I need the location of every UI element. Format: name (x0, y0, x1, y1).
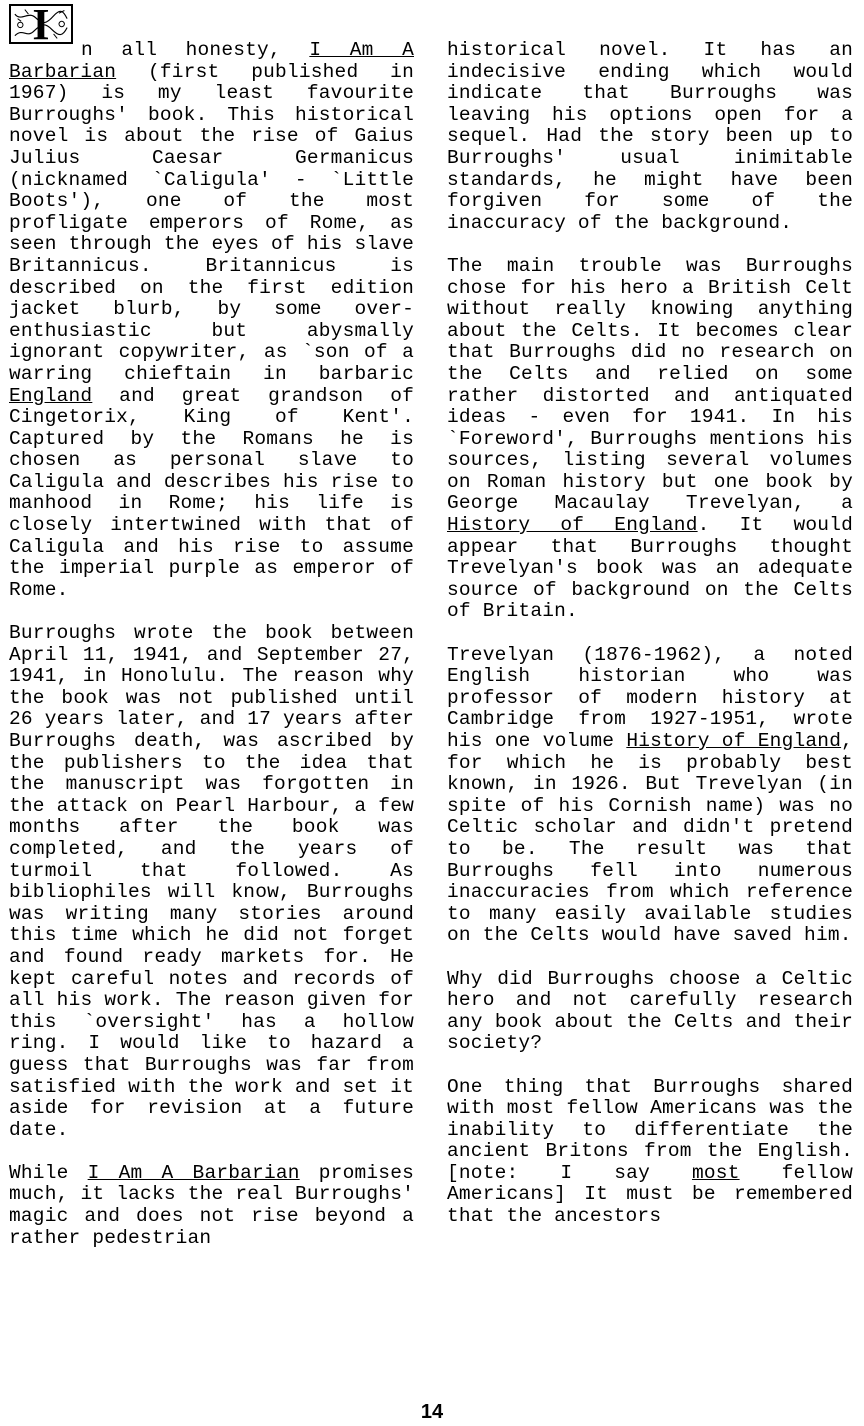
paragraph-intro (9, 0, 414, 601)
promises-text-2: promises much, it lacks the real Burroughs' magic and does not rise beyond a rather pedestrian (9, 1161, 414, 1249)
intro-text-3: and great grandson of Cingetorix, King of Kent'. Captured by the Romans he is chosen as personal slave to Caligula and describes his rise to manhood in Rome; his life is closely intertwined with that of Caligula and his rise to assume the imperial purple as emperor of Rome. (9, 384, 414, 601)
trevelyan-text-1: Trevelyan (1876-1962), a noted English historian who was professor of modern history at Cambridge from 1927-1951, wrote his one volume (447, 643, 853, 752)
drop-cap (9, 0, 73, 49)
trouble-text-2: . It would appear that Burroughs thought Trevelyan's book was an adequate source of background on the Celts of Britain. (447, 514, 853, 623)
americans-text-1: One thing that Burroughs shared with most fellow Americans was the inability to differentiate the ancient Britons from the English. [note: I say (447, 1075, 853, 1184)
intro-text-1: n all honesty, (81, 39, 310, 61)
paragraph-publication: Burroughs wrote the book between April 11, 1941, and September 27, 1941, in Honolulu. The reason why the book was not published until 26 years later, and 17 years after Burroughs death, was ascribed by the publishers to the idea that the manuscript was forgotten in the attack on Pearl Harbour, a few months after the book was completed, and the years of turmoil that followed. As bibliophiles will know, Burroughs was writing many stories around this time which he did not forget and found ready markets for. He kept careful notes and records of all his work. The reason given for this `oversight' has a hollow ring. I would like to hazard a guess that Burroughs was far from satisfied with the work and set it aside for revision at a future date. (9, 622, 414, 1141)
history-of-england-title: History of England (447, 514, 698, 537)
trevelyan-text-2: , for which he is probably best known, in 1926. But Trevelyan (in spite of his Cornish name) was no Celtic scholar and didn't pretend to be. The result was that Burroughs fell into numerous inaccuracies from which reference to many easily available studies on the Celts would have saved him. (447, 730, 853, 947)
left-column (9, 0, 414, 1271)
underlined-most: most (691, 1161, 740, 1184)
intro-text-2: (first published in 1967) is my least favourite Burroughs' book. This historical novel is about the rise of Gaius Julius Caesar Germanicus (nicknamed `Caligula' - `Little Boots'), one of the most profligate emperors of Rome, as seen through the eyes of his slave Britannicus. Britannicus is described on the first edition jacket blurb, by some over-enthusiastic but abysmally ignorant copywriter, as `son of a warring chieftain in barbaric (9, 60, 414, 385)
paragraph-promises (9, 1163, 414, 1249)
underlined-england: England (9, 384, 93, 407)
book-title-underlined: I Am A Barbarian (87, 1161, 300, 1184)
americans-text-2: fellow Americans] It must be remembered that the ancestors (447, 1161, 853, 1228)
drop-cap-letter: I (32, 0, 50, 49)
right-column (447, 40, 853, 1249)
paragraph-main-trouble (447, 256, 853, 623)
history-of-england-title-2: History of England (626, 730, 842, 752)
promises-text-1: While (9, 1161, 88, 1184)
paragraph-why-celtic: Why did Burroughs choose a Celtic hero and not carefully research any book about the Celts and their society? (447, 967, 853, 1055)
book-title-link: I Am A Barbarian (9, 39, 414, 83)
paragraph-americans (447, 1077, 853, 1228)
paragraph-historical-novel: historical novel. It has an indecisive ending which would indicate that Burroughs was leaving his options open for a sequel. Had the story been up to Burroughs' usual inimitable standards, he might have been forgiven for some of the inaccuracy of the background. (447, 39, 853, 234)
trouble-text-1: The main trouble was Burroughs chose for his hero a British Celt without really knowing anything about the Celts. It becomes clear that Burroughs did no research on the Celts and relied on some rather distorted and antiquated ideas - even for 1941. In his `Foreword', Burroughs mentions his sources, listing several volumes on Roman history but one book by George Macaulay Trevelyan, a (447, 254, 853, 515)
paragraph-trevelyan (447, 645, 853, 947)
page-number: 14 (420, 1401, 444, 1423)
